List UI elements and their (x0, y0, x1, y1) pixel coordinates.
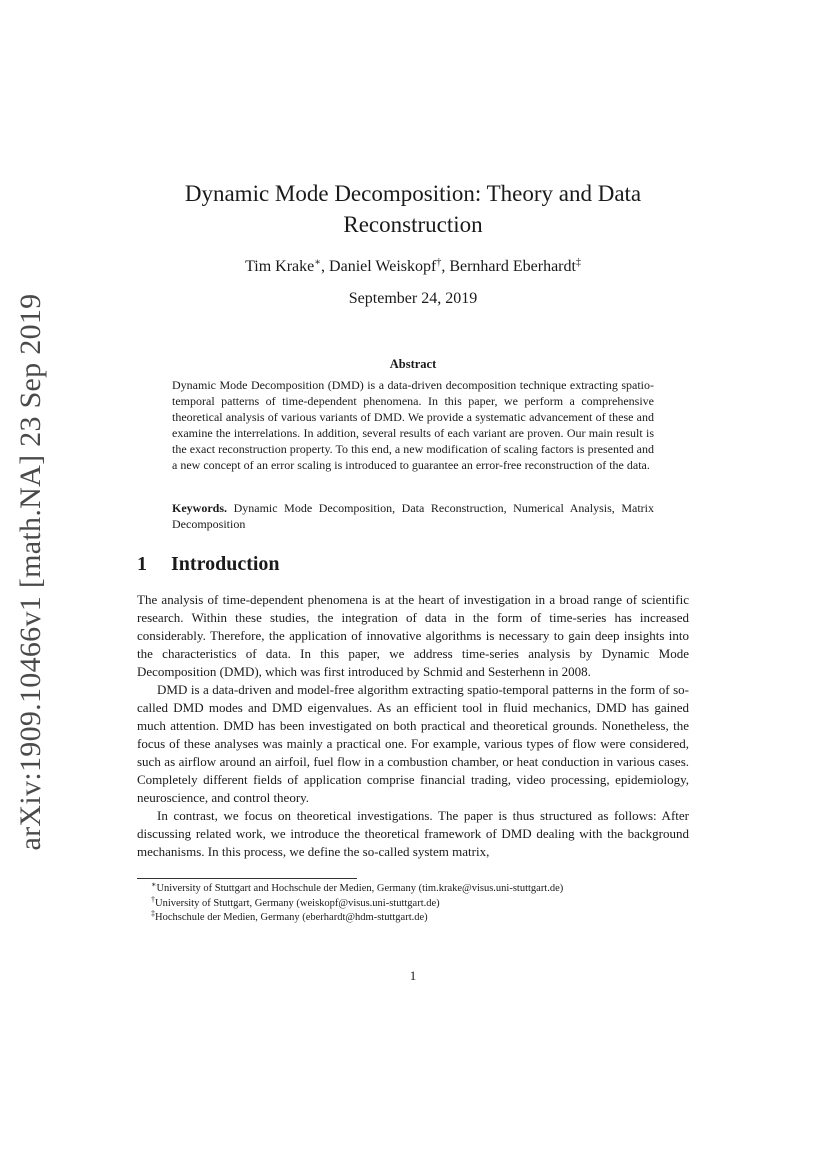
footnotes (137, 882, 697, 926)
footnote (137, 882, 697, 897)
author-name: Daniel Weiskopf (329, 258, 437, 275)
footnote-text: University of Stuttgart and Hochschule der Medien, Germany (tim.krake@visus.uni-stuttgart.de) (156, 883, 564, 894)
arxiv-stamp-text: arXiv:1909.10466v1 [math.NA] 23 Sep 2019 (14, 293, 47, 851)
paragraph: DMD is a data-driven and model-free algorithm extracting spatio-temporal patterns in the form of so-called DMD modes and DMD eigenvalues. As an efficient tool in fluid mechanics, DMD has gained much attention. DMD has been investigated on both practical and theoretical grounds. Nonetheless, the focus of these analyses was mainly a practical one. For example, various types of flow were considered, such as airflow around an airfoil, fuel flow in a combustion chamber, or heat conduction in various cases. Completely different fields of application comprise financial trading, video processing, epidemiology, neuroscience, and control theory. (137, 682, 689, 805)
footnote-mark: † (151, 894, 155, 904)
author-separator: , (441, 258, 450, 275)
author-name: Tim Krake (245, 258, 315, 275)
paper-title: Dynamic Mode Decomposition: Theory and Data Reconstruction (184, 181, 642, 237)
paper-date: September 24, 2019 (348, 290, 478, 307)
footnote-divider (137, 878, 357, 879)
keywords (172, 500, 654, 532)
footnote (137, 894, 697, 912)
paragraph: The analysis of time-dependent phenomena is at the heart of investigation in a broad range of scientific research. Within these studies, the integration of data in the form of time-series has increased considerably. Therefore, the application of innovative algorithms is necessary to gain deep insights into the characteristics of data. In this paper, we address time-series analysis by Dynamic Mode Decomposition (DMD), which was first introduced by Schmid and Sesterhenn in 2008. (137, 592, 689, 679)
section-heading (137, 553, 280, 576)
author-footnote-mark: ∗ (314, 257, 322, 268)
footnote-text: Hochschule der Medien, Germany (eberhardt@hdm-stuttgart.de) (155, 912, 428, 923)
keywords-label: Keywords. (172, 501, 227, 515)
footnote-mark: ∗ (151, 880, 157, 889)
author-separator: , (321, 258, 330, 275)
section-number: 1 (137, 553, 147, 575)
author-footnote-mark: ‡ (575, 257, 581, 268)
footnote (137, 911, 697, 926)
paragraph: In contrast, we focus on theoretical investigations. The paper is thus structured as follows: After discussing related work, we introduce the theoretical framework of DMD dealing with the background mechanisms. In this process, we define the so-called system matrix, (137, 808, 689, 859)
footnote-text: University of Stuttgart, Germany (weiskopf@visus.uni-stuttgart.de) (155, 897, 440, 909)
keywords-text: Dynamic Mode Decomposition, Data Reconstruction, Numerical Analysis, Matrix Decomposition (172, 501, 654, 531)
section-title: Introduction (171, 553, 280, 575)
author-list (0, 258, 826, 276)
abstract-heading: Abstract (389, 357, 437, 371)
arxiv-stamp (8, 293, 54, 851)
author-name: Bernhard Eberhardt (449, 258, 576, 275)
abstract-body: Dynamic Mode Decomposition (DMD) is a data-driven decomposition technique extracting spatio-temporal patterns of time-dependent phenomena. In this paper, we perform a comprehensive theoretical analysis of various variants of DMD. We provide a systematic advancement of these and examine the interrelations. In addition, several results of each variant are proven. Our main result is the exact reconstruction property. To this end, a new modification of scaling factors is presented and a new concept of an error scaling is introduced to guarantee an error-free reconstruction of the data. (172, 378, 654, 472)
author-footnote-mark: † (436, 257, 442, 268)
footnote-mark: ‡ (151, 909, 155, 918)
introduction-body (137, 591, 689, 861)
page-number: 1 (409, 968, 417, 983)
